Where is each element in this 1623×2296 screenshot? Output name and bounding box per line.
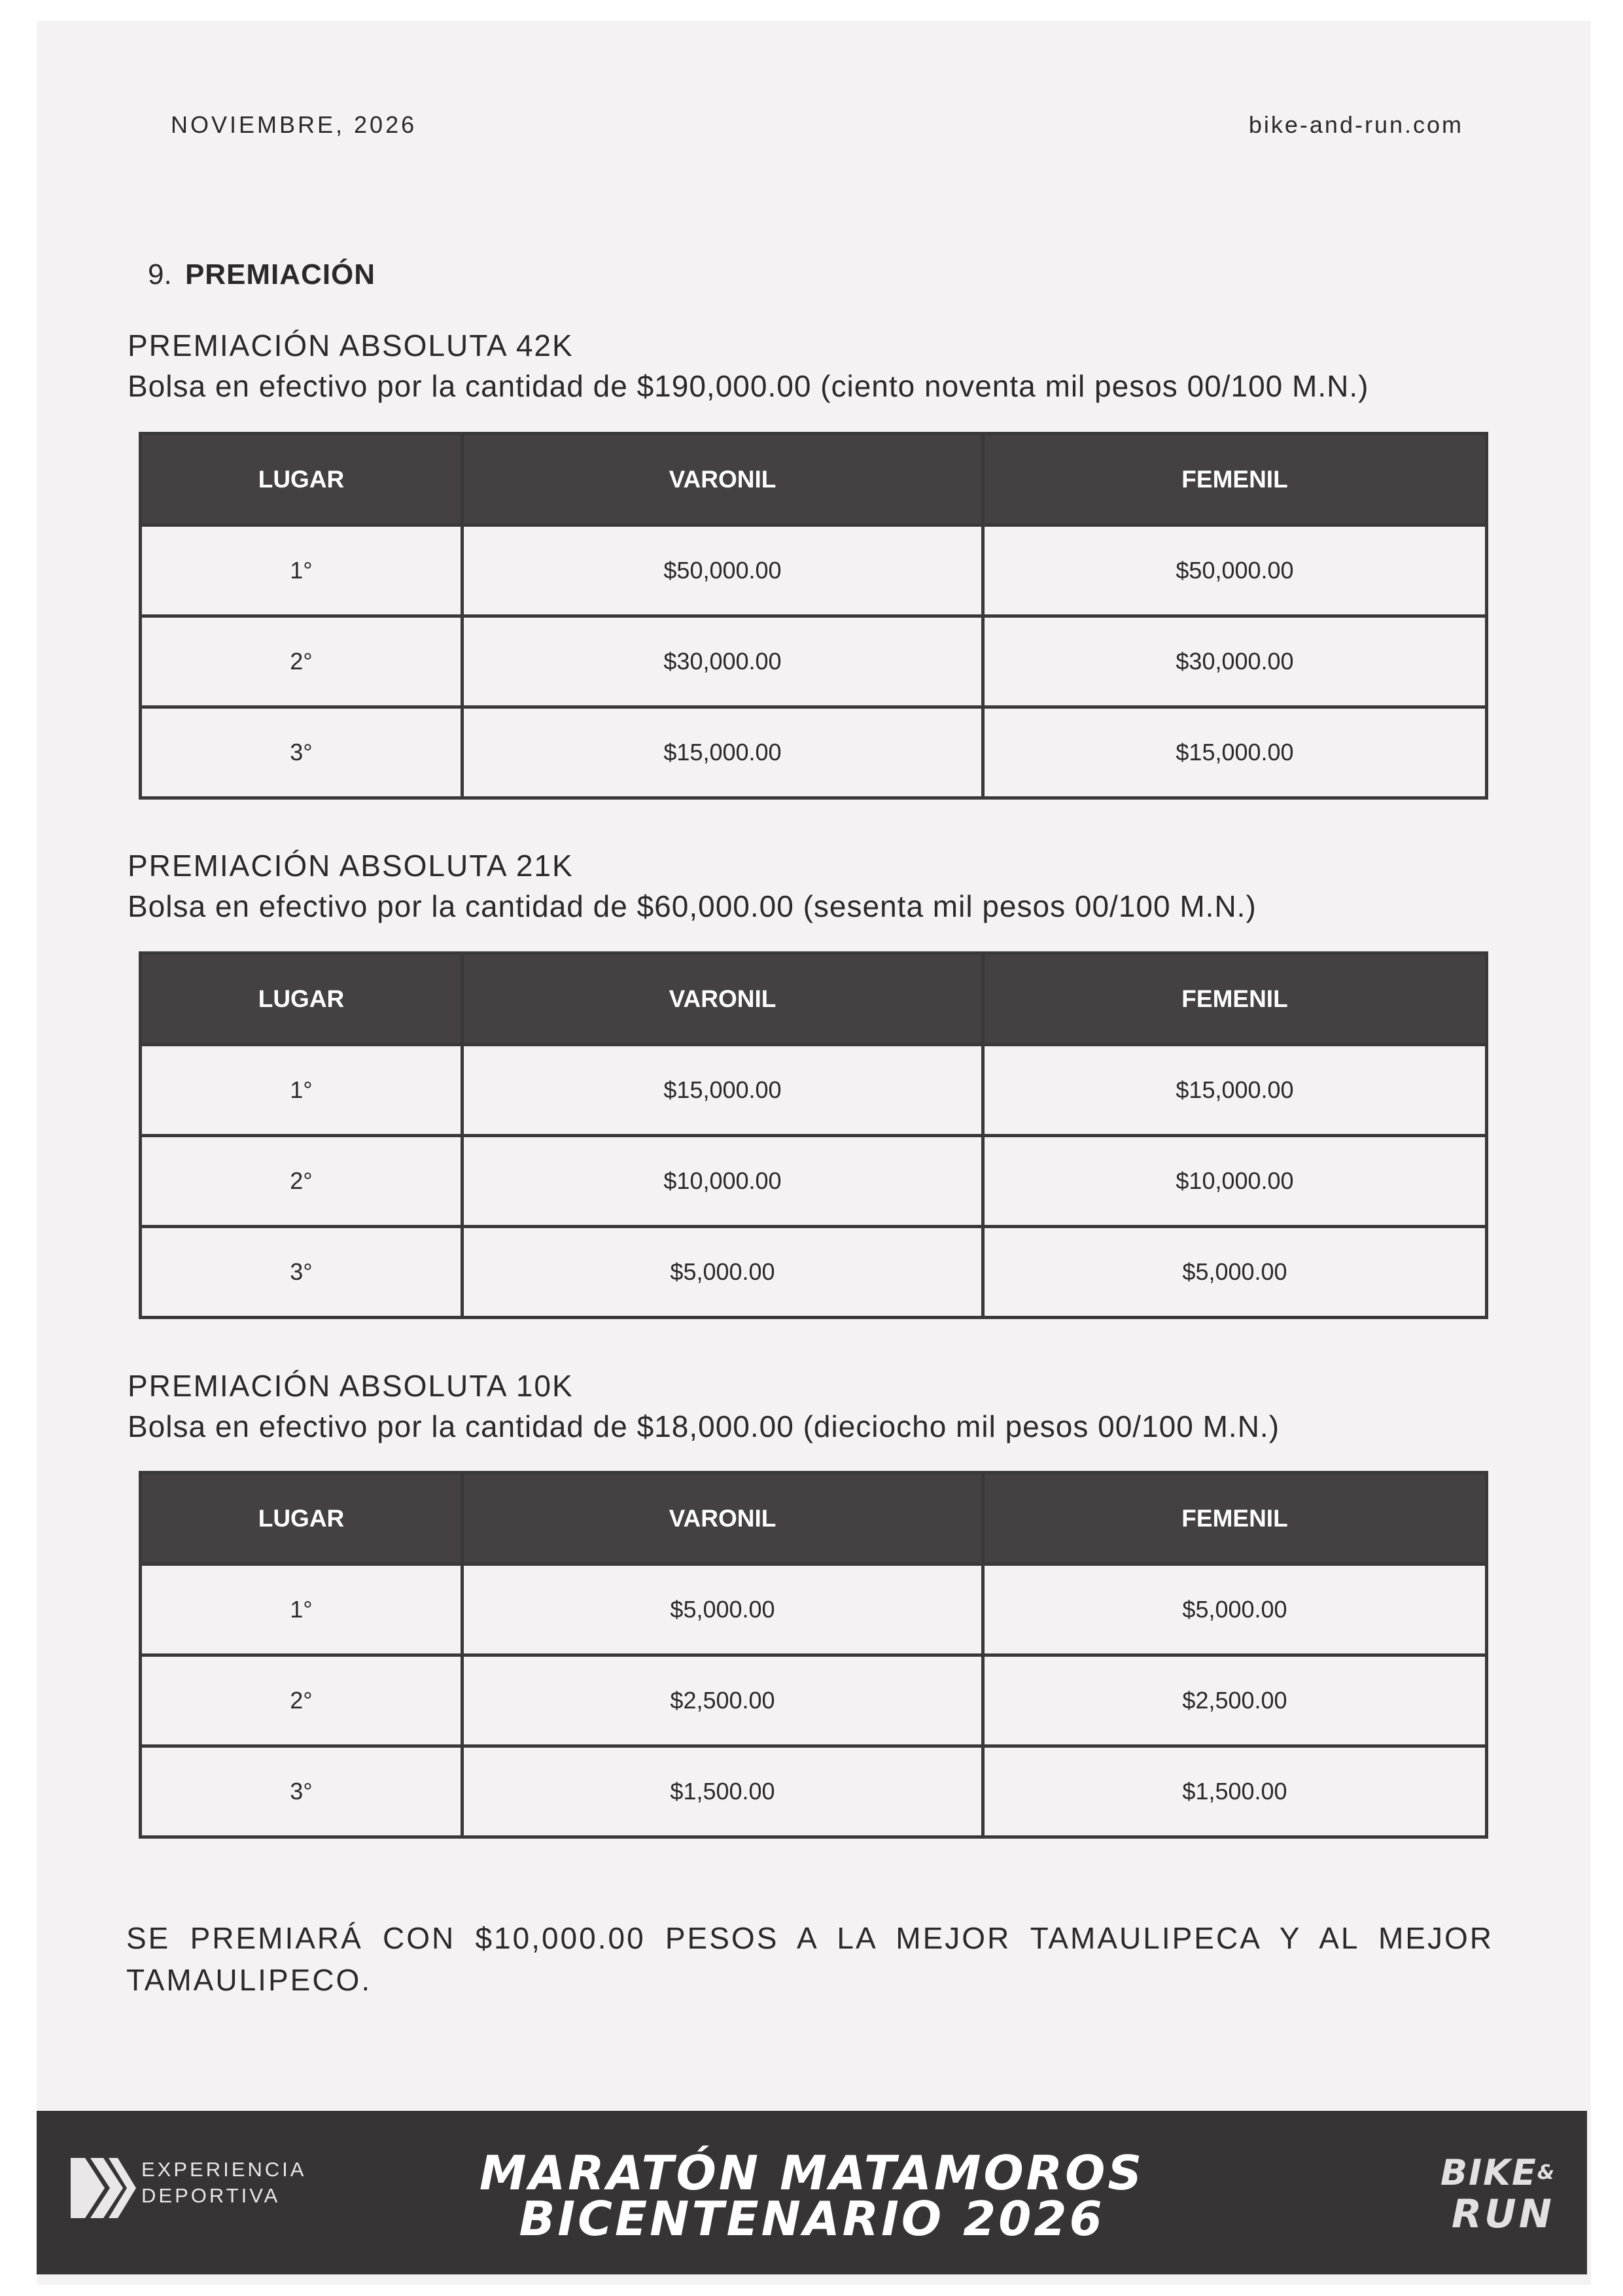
table-header-row: [141, 953, 1487, 1045]
prize-table-42k: [139, 432, 1488, 800]
cell-place: 3°: [141, 1746, 462, 1837]
section-title: PREMIACIÓN: [184, 258, 376, 291]
prize-intro-21k: [128, 845, 1495, 927]
cell-men: $5,000.00: [462, 1227, 983, 1318]
cell-men: $5,000.00: [462, 1564, 983, 1655]
column-header-place: LUGAR: [141, 1473, 462, 1564]
prize-intro-10k: [128, 1366, 1495, 1447]
brand-word: RUN: [1451, 2191, 1554, 2237]
cell-men: $1,500.00: [462, 1746, 983, 1837]
header-date: NOVIEMBRE, 2026: [171, 111, 417, 138]
cell-women: $10,000.00: [983, 1136, 1487, 1227]
cell-women: $50,000.00: [983, 525, 1487, 616]
section-number: 9.: [148, 258, 172, 291]
event-title: [37, 2146, 1587, 2246]
prize-table-21k: [139, 951, 1488, 1319]
event-title-line: MARATÓN MATAMOROS: [479, 2146, 1145, 2200]
table-row: [141, 1746, 1487, 1837]
table-row: [141, 1227, 1487, 1318]
sponsor-line: EXPERIENCIA: [141, 2158, 307, 2181]
table-header-row: [141, 1473, 1487, 1564]
cell-men: $2,500.00: [462, 1655, 983, 1746]
cell-men: $10,000.00: [462, 1136, 983, 1227]
prize-description: Bolsa en efectivo por la cantidad de $18,000.00 (dieciocho mil pesos 00/100 M.N.): [128, 1409, 1280, 1443]
prize-table-10k: [139, 1471, 1488, 1839]
bike-and-run-logo: [1440, 2152, 1554, 2237]
cell-place: 2°: [141, 616, 462, 707]
footer-banner: [37, 2111, 1587, 2274]
cell-men: $50,000.00: [462, 525, 983, 616]
column-header-place: LUGAR: [141, 434, 462, 525]
cell-place: 1°: [141, 525, 462, 616]
table-row: [141, 525, 1487, 616]
prize-title: PREMIACIÓN ABSOLUTA 10K: [128, 1369, 574, 1403]
cell-women: $5,000.00: [983, 1564, 1487, 1655]
column-header-women: FEMENIL: [983, 434, 1487, 525]
event-title-line: BICENTENARIO 2026: [519, 2191, 1105, 2246]
cell-men: $15,000.00: [462, 707, 983, 798]
cell-women: $30,000.00: [983, 616, 1487, 707]
table-row: [141, 1564, 1487, 1655]
cell-place: 2°: [141, 1136, 462, 1227]
cell-men: $15,000.00: [462, 1045, 983, 1136]
cell-women: $15,000.00: [983, 1045, 1487, 1136]
column-header-men: VARONIL: [462, 434, 983, 525]
brand-word: BIKE: [1440, 2152, 1537, 2193]
column-header-place: LUGAR: [141, 953, 462, 1045]
prize-title: PREMIACIÓN ABSOLUTA 21K: [128, 849, 574, 883]
section-heading: [148, 258, 375, 291]
table-row: [141, 1045, 1487, 1136]
cell-men: $30,000.00: [462, 616, 983, 707]
prize-title: PREMIACIÓN ABSOLUTA 42K: [128, 328, 574, 362]
header-website[interactable]: bike-and-run.com: [1248, 111, 1463, 138]
column-header-men: VARONIL: [462, 953, 983, 1045]
table-row: [141, 1655, 1487, 1746]
column-header-women: FEMENIL: [983, 1473, 1487, 1564]
sponsor-line: DEPORTIVA: [141, 2184, 281, 2207]
cell-place: 1°: [141, 1564, 462, 1655]
column-header-men: VARONIL: [462, 1473, 983, 1564]
cell-women: $1,500.00: [983, 1746, 1487, 1837]
cell-women: $15,000.00: [983, 707, 1487, 798]
special-prize-note: SE PREMIARÁ CON $10,000.00 PESOS A LA MEJOR TAMAULIPECA Y AL MEJOR TAMAULIPECO.: [126, 1921, 1493, 1997]
table-row: [141, 616, 1487, 707]
brand-ampersand: &: [1537, 2161, 1554, 2184]
cell-place: 2°: [141, 1655, 462, 1746]
cell-women: $2,500.00: [983, 1655, 1487, 1746]
prize-description: Bolsa en efectivo por la cantidad de $60,000.00 (sesenta mil pesos 00/100 M.N.): [128, 889, 1257, 923]
cell-women: $5,000.00: [983, 1227, 1487, 1318]
table-row: [141, 707, 1487, 798]
cell-place: 1°: [141, 1045, 462, 1136]
prize-intro-42k: [128, 325, 1495, 406]
cell-place: 3°: [141, 1227, 462, 1318]
column-header-women: FEMENIL: [983, 953, 1487, 1045]
table-row: [141, 1136, 1487, 1227]
cell-place: 3°: [141, 707, 462, 798]
table-header-row: [141, 434, 1487, 525]
prize-description: Bolsa en efectivo por la cantidad de $190,000.00 (ciento noventa mil pesos 00/100 M.N.): [128, 369, 1369, 403]
